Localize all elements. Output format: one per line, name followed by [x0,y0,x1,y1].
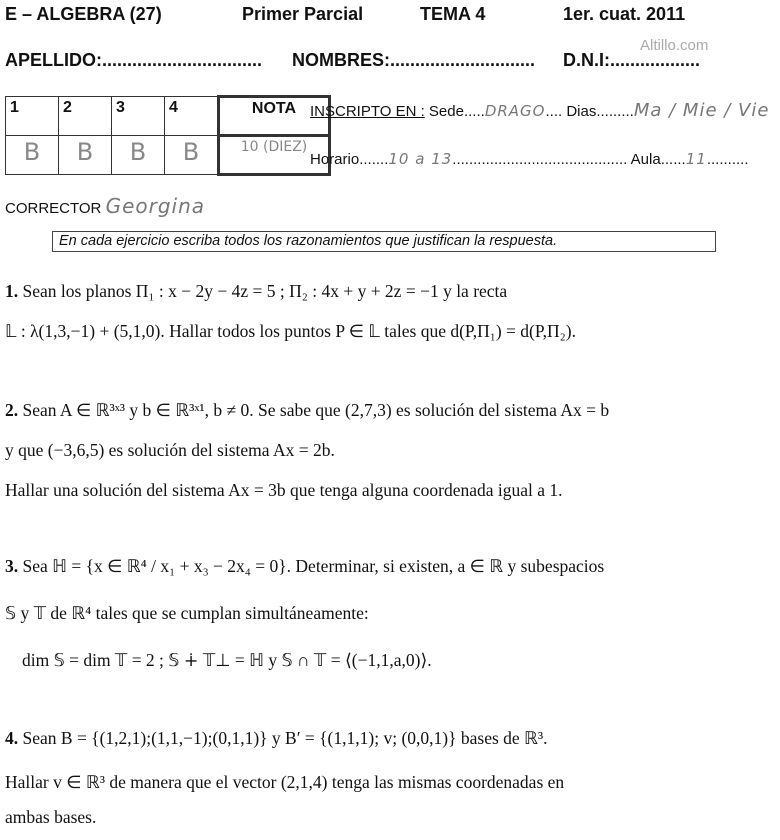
sede-label: Sede [428,103,464,120]
inscripto-label: INSCRIPTO EN : [310,103,425,120]
instruction-box: En cada ejercicio escriba todos los razonamientos que justifican la respuesta. [52,231,716,252]
watermark: Altillo.com [640,37,709,54]
corrector-value: Georgina [105,194,206,218]
problem-line: ambas bases. [5,807,97,827]
problem-number: 4. [5,728,19,748]
nombres-field: NOMBRES:............................. [292,50,536,70]
sede-value: DRAGO [484,102,546,120]
aula-label: Aula [630,151,661,168]
exam-theme: TEMA 4 [420,4,486,24]
problem-line: Hallar una solución del sistema Ax = 3b que tenga alguna coordenada igual a 1. [5,480,563,500]
grade-value-3: B [112,136,165,175]
horario-value: 10 a 13 [388,150,453,168]
aula-value: 11 [685,150,707,168]
problem-line: Sean los planos Π₁ : x − 2y − 4z = 5 ; Π₂ : 4x + y + 2z = −1 y la recta [22,281,508,301]
grade-value-nota: 10 (DIEZ) [219,136,330,175]
exam-term: 1er. cuat. 2011 [563,4,686,24]
grades-table [5,95,331,176]
problem-number: 1. [5,281,19,301]
grade-header-2: 2 [59,97,112,136]
problem-line: y que (−3,6,5) es solución del sistema Ax = 2b. [5,440,335,460]
course-title: E – ALGEBRA (27) [5,4,162,24]
problem-line: Sean A ∈ ℝ³ˣ³ y b ∈ ℝ³ˣ¹, b ≠ 0. Se sabe que (2,7,3) es solución del sistema Ax = b [22,400,610,420]
horario-row: Horario.......10 a 13.......................................... Aula......11.......... [310,150,749,168]
problem-number: 2. [5,400,19,420]
inscripto-row: INSCRIPTO EN : Sede.....DRAGO.... Dias.........Ma / Mie / Vie [310,100,770,121]
corrector-row [5,194,205,218]
grade-value-2: B [59,136,112,175]
dni-field: D.N.I:.................. [563,50,701,70]
grade-header-1: 1 [6,97,59,136]
problem-line: Sean B = {(1,2,1);(1,1,−1);(0,1,1)} y B′ = {(1,1,1); v; (0,0,1)} bases de ℝ³. [22,728,548,748]
horario-label: Horario [310,151,360,168]
dias-value: Ma / Mie / Vie [633,100,770,121]
problem-number: 3. [5,556,19,576]
problem-line: Hallar v ∈ ℝ³ de manera que el vector (2,1,4) tenga las mismas coordenadas en [5,772,565,792]
problem-line: 𝕃 : λ(1,3,−1) + (5,1,0). Hallar todos los puntos P ∈ 𝕃 tales que d(P,Π₁) = d(P,Π₂). [5,321,576,341]
problem-line: Sea ℍ = {x ∈ ℝ⁴ / x₁ + x₃ − 2x₄ = 0}. Determinar, si existen, a ∈ ℝ y subespacios [22,556,605,576]
corrector-label: CORRECTOR [5,200,102,217]
grade-value-1: B [6,136,59,175]
problem-line: dim 𝕊 = dim 𝕋 = 2 ; 𝕊 ∔ 𝕋⊥ = ℍ y 𝕊 ∩ 𝕋 = ⟨(−1,1,a,0)⟩. [22,650,432,670]
apellido-field: APELLIDO:................................ [5,50,263,70]
grade-header-4: 4 [165,97,219,136]
problem-line: 𝕊 y 𝕋 de ℝ⁴ tales que se cumplan simultáneamente: [5,603,369,623]
dias-label: Dias [566,103,597,120]
grade-header-nota: NOTA [219,97,330,136]
exam-name: Primer Parcial [242,4,364,24]
grade-value-4: B [165,136,219,175]
grade-header-3: 3 [112,97,165,136]
